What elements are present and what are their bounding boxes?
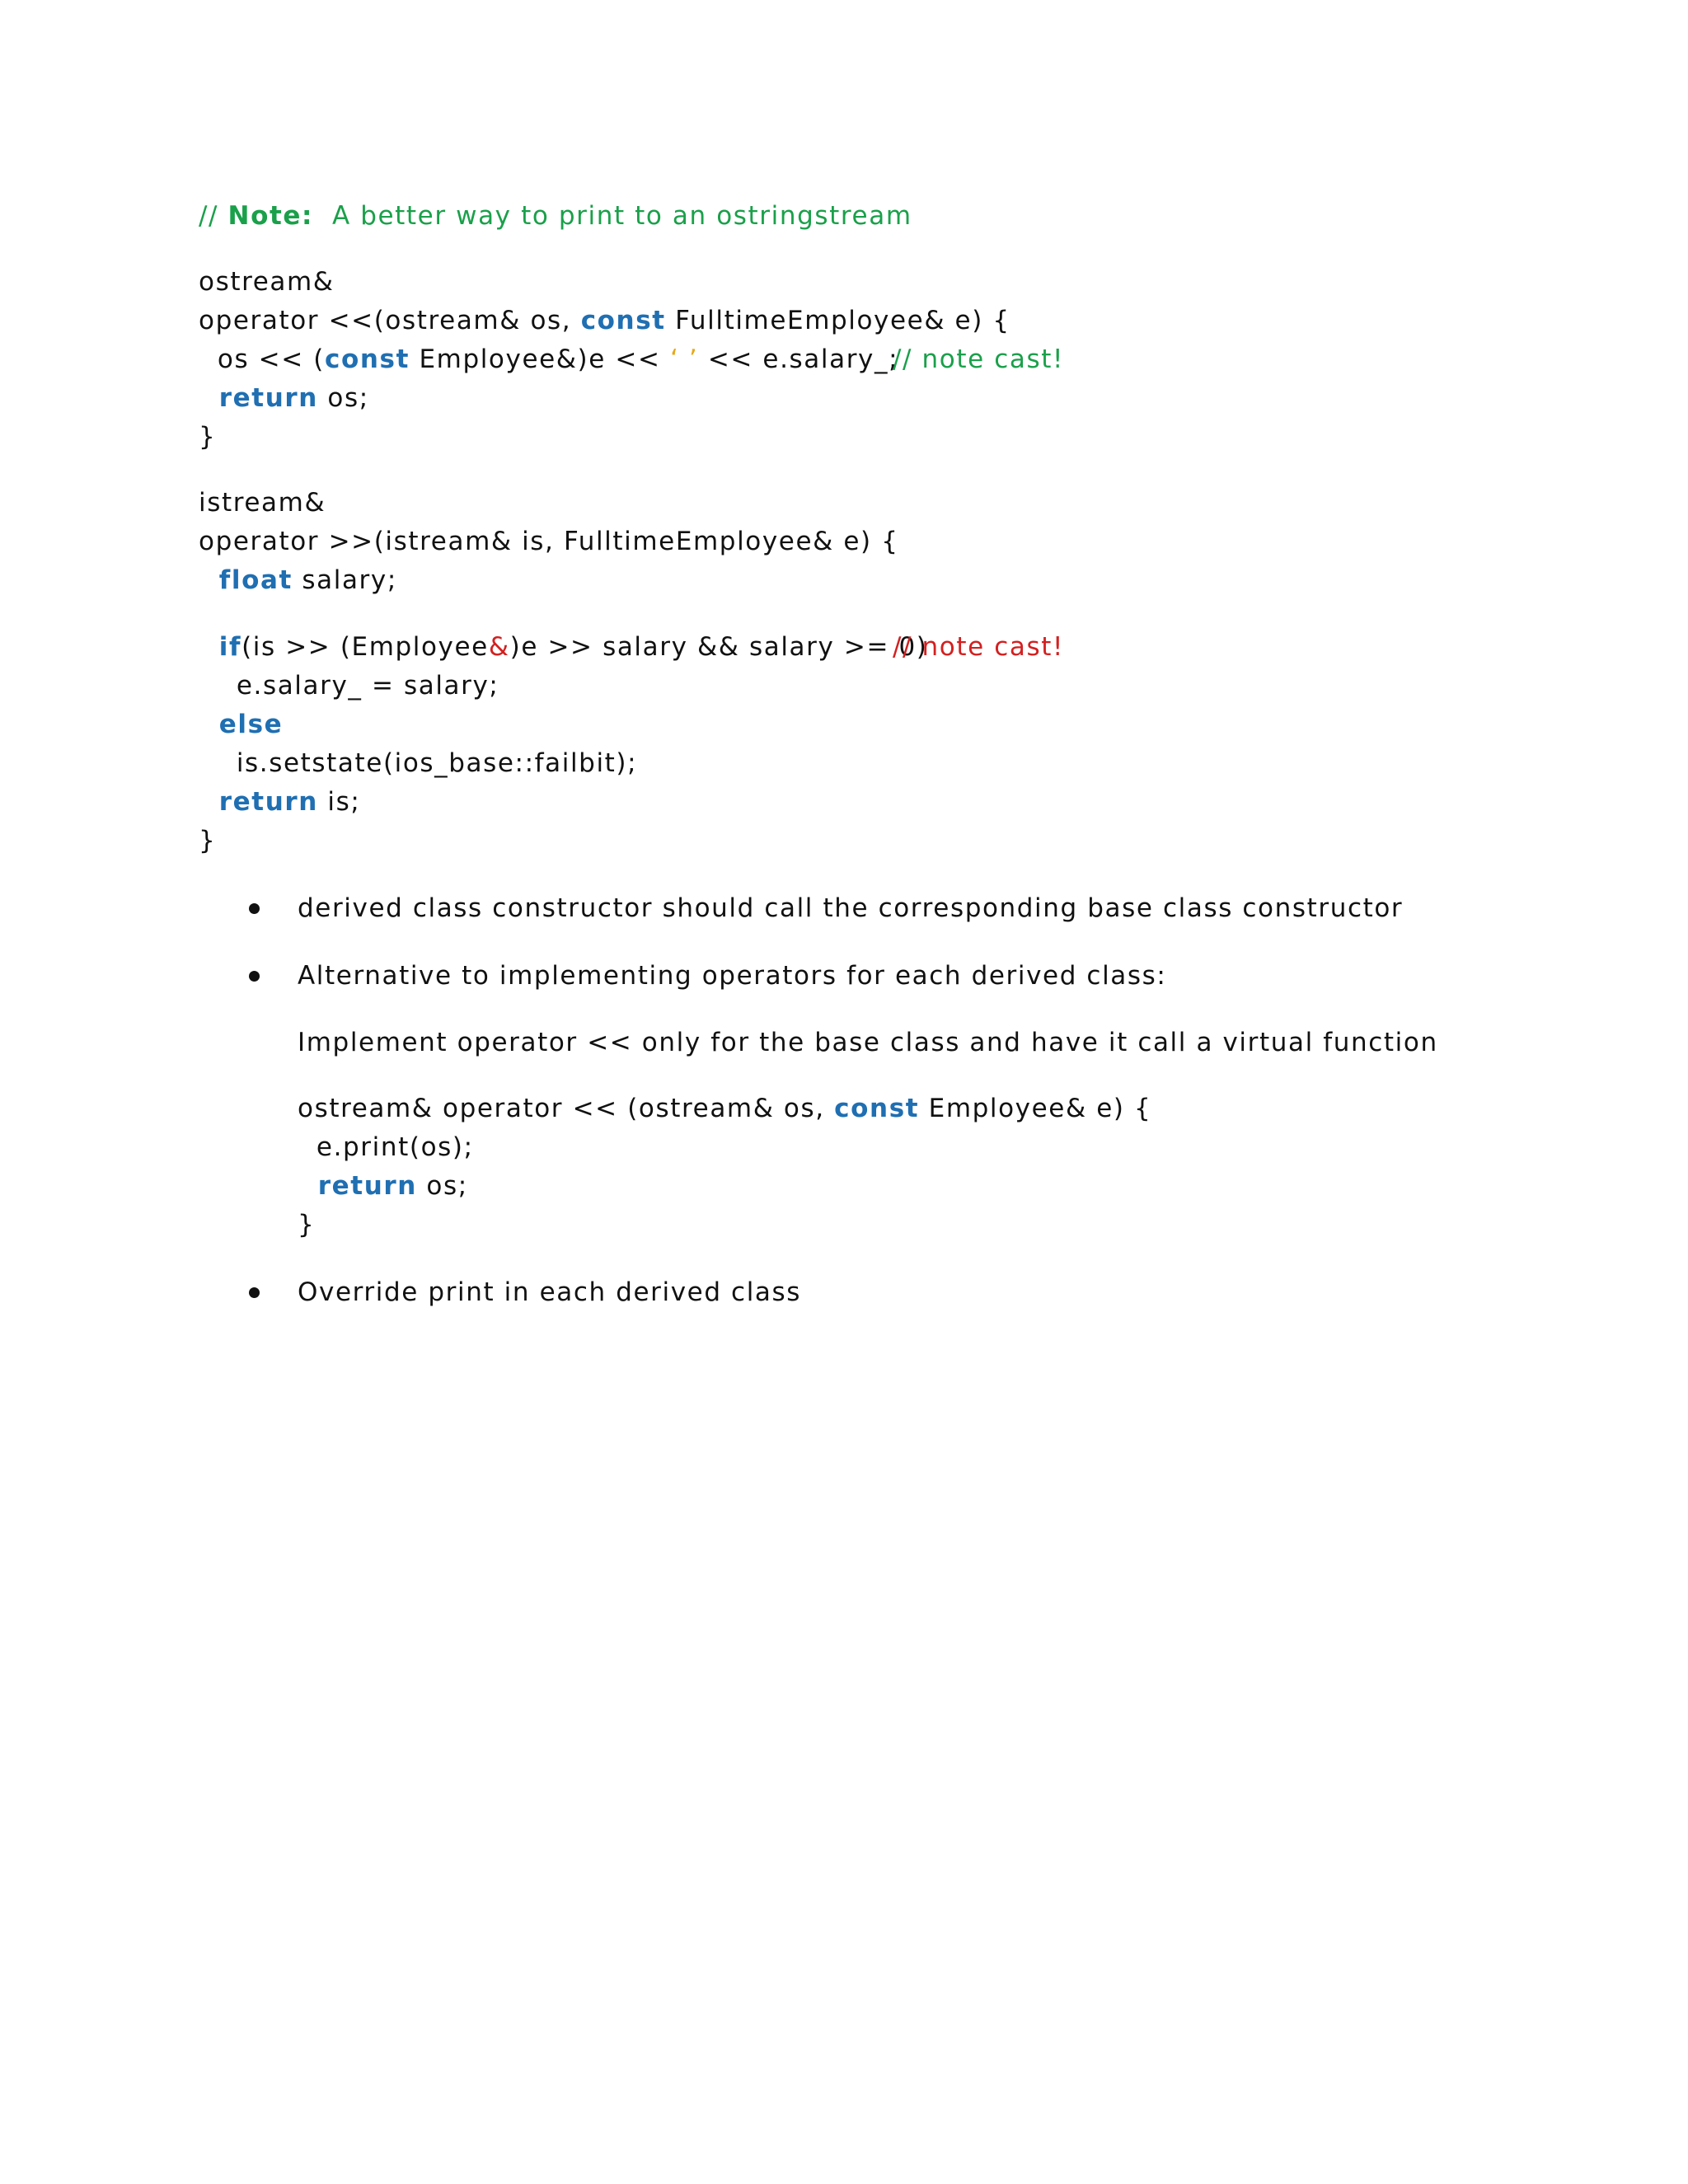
ostream-close-brace: } — [199, 422, 217, 452]
istream-if-line — [199, 630, 928, 663]
istream-return-value: is; — [317, 787, 361, 817]
if-keyword: if — [199, 632, 242, 662]
return-keyword: return — [199, 787, 318, 817]
return-keyword: return — [199, 383, 318, 413]
note-prefix: // — [199, 201, 228, 231]
istream-decl-var: salary; — [292, 565, 397, 595]
istream-assign-line: e.salary_ = salary; — [199, 671, 499, 701]
bullet-item: derived class constructor should call the corresponding base class constructor — [298, 893, 1404, 923]
bullet-dot — [249, 971, 260, 982]
bullet-subtext: Implement operator << only for the base class and have it call a virtual function — [298, 1028, 1438, 1057]
istream-if-b: )e >> salary && salary >= 0) — [509, 632, 928, 662]
ostream-return-line — [199, 382, 369, 415]
istream-decl-line — [199, 564, 397, 597]
bullet-dot — [249, 1287, 260, 1298]
ostream-sig-a: operator <<(ostream& os, — [199, 306, 581, 335]
base-return-line — [298, 1169, 468, 1202]
base-return-value: os; — [416, 1171, 468, 1201]
bullet-item: Alternative to implementing operators for each derived class: — [298, 961, 1167, 991]
ostream-return-type: ostream& — [199, 267, 335, 297]
else-keyword: else — [199, 710, 284, 739]
istream-else-line — [199, 708, 283, 741]
base-sig-a: ostream& operator << (ostream& os, — [298, 1094, 835, 1123]
base-sig-b: Employee& e) { — [919, 1094, 1152, 1123]
istream-if-a: (is >> (Employee — [241, 632, 489, 662]
ostream-return-value: os; — [317, 383, 369, 413]
note-text: A better way to print to an ostringstream — [313, 201, 912, 231]
istream-return-type: istream& — [199, 488, 326, 518]
ostream-body-b: Employee&)e << — [410, 344, 670, 374]
note-label: Note: — [227, 201, 314, 231]
note-cast-comment: // note cast! — [893, 344, 1065, 374]
float-keyword: float — [199, 565, 293, 595]
const-keyword: const — [580, 306, 666, 335]
base-print-call: e.print(os); — [298, 1132, 474, 1162]
const-keyword: const — [324, 344, 410, 374]
bullet-dot — [249, 903, 260, 914]
ostream-body-c: << e.salary_; — [698, 344, 899, 374]
base-close-brace: } — [298, 1210, 316, 1240]
note-cast-comment: // note cast! — [893, 632, 1065, 662]
const-keyword: const — [834, 1094, 920, 1123]
istream-setstate-line: is.setstate(ios_base::failbit); — [199, 748, 638, 778]
istream-signature: operator >>(istream& is, FulltimeEmployee& e) { — [199, 527, 899, 556]
ostream-body-a: os << ( — [199, 344, 325, 374]
return-keyword: return — [298, 1171, 417, 1201]
char-literal: ‘ ’ — [669, 344, 699, 374]
istream-close-brace: } — [199, 826, 217, 855]
ostream-body-line — [199, 343, 898, 376]
base-operator-signature — [298, 1092, 1151, 1125]
bullet-item: Override print in each derived class — [298, 1277, 802, 1307]
istream-return-line — [199, 785, 360, 818]
ostream-sig-b: FulltimeEmployee& e) { — [665, 306, 1010, 335]
note-comment — [199, 199, 912, 232]
ampersand-highlight: & — [488, 632, 510, 662]
ostream-signature — [199, 304, 1010, 337]
